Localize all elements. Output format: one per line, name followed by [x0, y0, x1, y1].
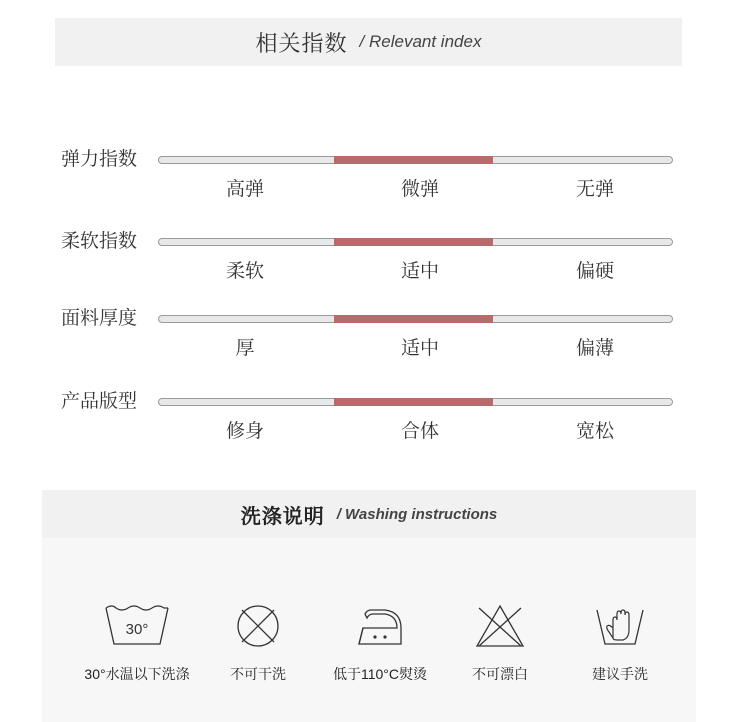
index-row-elasticity	[0, 148, 750, 208]
index-track	[158, 156, 673, 164]
index-option-selected: 合体	[400, 421, 440, 442]
index-option: 修身	[225, 421, 265, 442]
no-bleach-icon	[475, 604, 525, 648]
index-label: 柔软指数	[61, 231, 138, 252]
no-dry-clean-icon	[235, 604, 281, 648]
index-selected-segment	[334, 398, 493, 406]
wash-label: 30°水温以下洗涤	[84, 666, 190, 682]
index-row-fit	[0, 390, 750, 450]
wash-label: 建议手洗	[592, 666, 648, 682]
index-row-thickness	[0, 307, 750, 367]
index-option: 宽松	[575, 421, 615, 442]
index-track	[158, 398, 673, 406]
index-row-softness	[0, 230, 750, 290]
index-track	[158, 315, 673, 323]
index-selected-segment	[334, 315, 493, 323]
hand-wash-icon	[595, 604, 645, 648]
index-option: 柔软	[225, 261, 265, 282]
washing-title: 洗涤说明	[240, 505, 325, 528]
index-option: 厚	[235, 338, 255, 359]
index-selected-segment	[334, 238, 493, 246]
washing-subtitle: / Washing instructions	[336, 505, 498, 523]
wash-30-icon-text: 30°	[125, 621, 149, 638]
wash-item-no-bleach	[435, 604, 565, 684]
washing-instructions-banner	[42, 490, 696, 538]
wash-item-iron	[315, 604, 445, 684]
index-label: 面料厚度	[61, 308, 138, 329]
index-option: 偏硬	[575, 261, 615, 282]
index-option-selected: 适中	[400, 338, 440, 359]
wash-label: 不可干洗	[230, 666, 286, 682]
index-option-selected: 微弹	[400, 179, 440, 200]
relevant-index-title: 相关指数	[255, 30, 348, 56]
wash-label: 不可漂白	[472, 666, 528, 682]
index-option: 无弹	[575, 179, 615, 200]
wash-item-hand-wash	[555, 604, 685, 684]
wash-item-30	[72, 604, 202, 684]
index-label: 产品版型	[61, 391, 138, 412]
wash-label: 低于110°C熨烫	[332, 666, 428, 682]
index-selected-segment	[334, 156, 493, 164]
index-label: 弹力指数	[61, 149, 138, 170]
wash-item-no-dry-clean	[193, 604, 323, 684]
index-option-selected: 适中	[400, 261, 440, 282]
relevant-index-subtitle: / Relevant index	[359, 32, 482, 51]
wash-30-icon	[104, 604, 170, 648]
index-option: 偏薄	[575, 338, 615, 359]
index-track	[158, 238, 673, 246]
index-option: 高弹	[225, 179, 265, 200]
iron-low-icon	[355, 604, 405, 648]
relevant-index-banner	[55, 18, 682, 66]
